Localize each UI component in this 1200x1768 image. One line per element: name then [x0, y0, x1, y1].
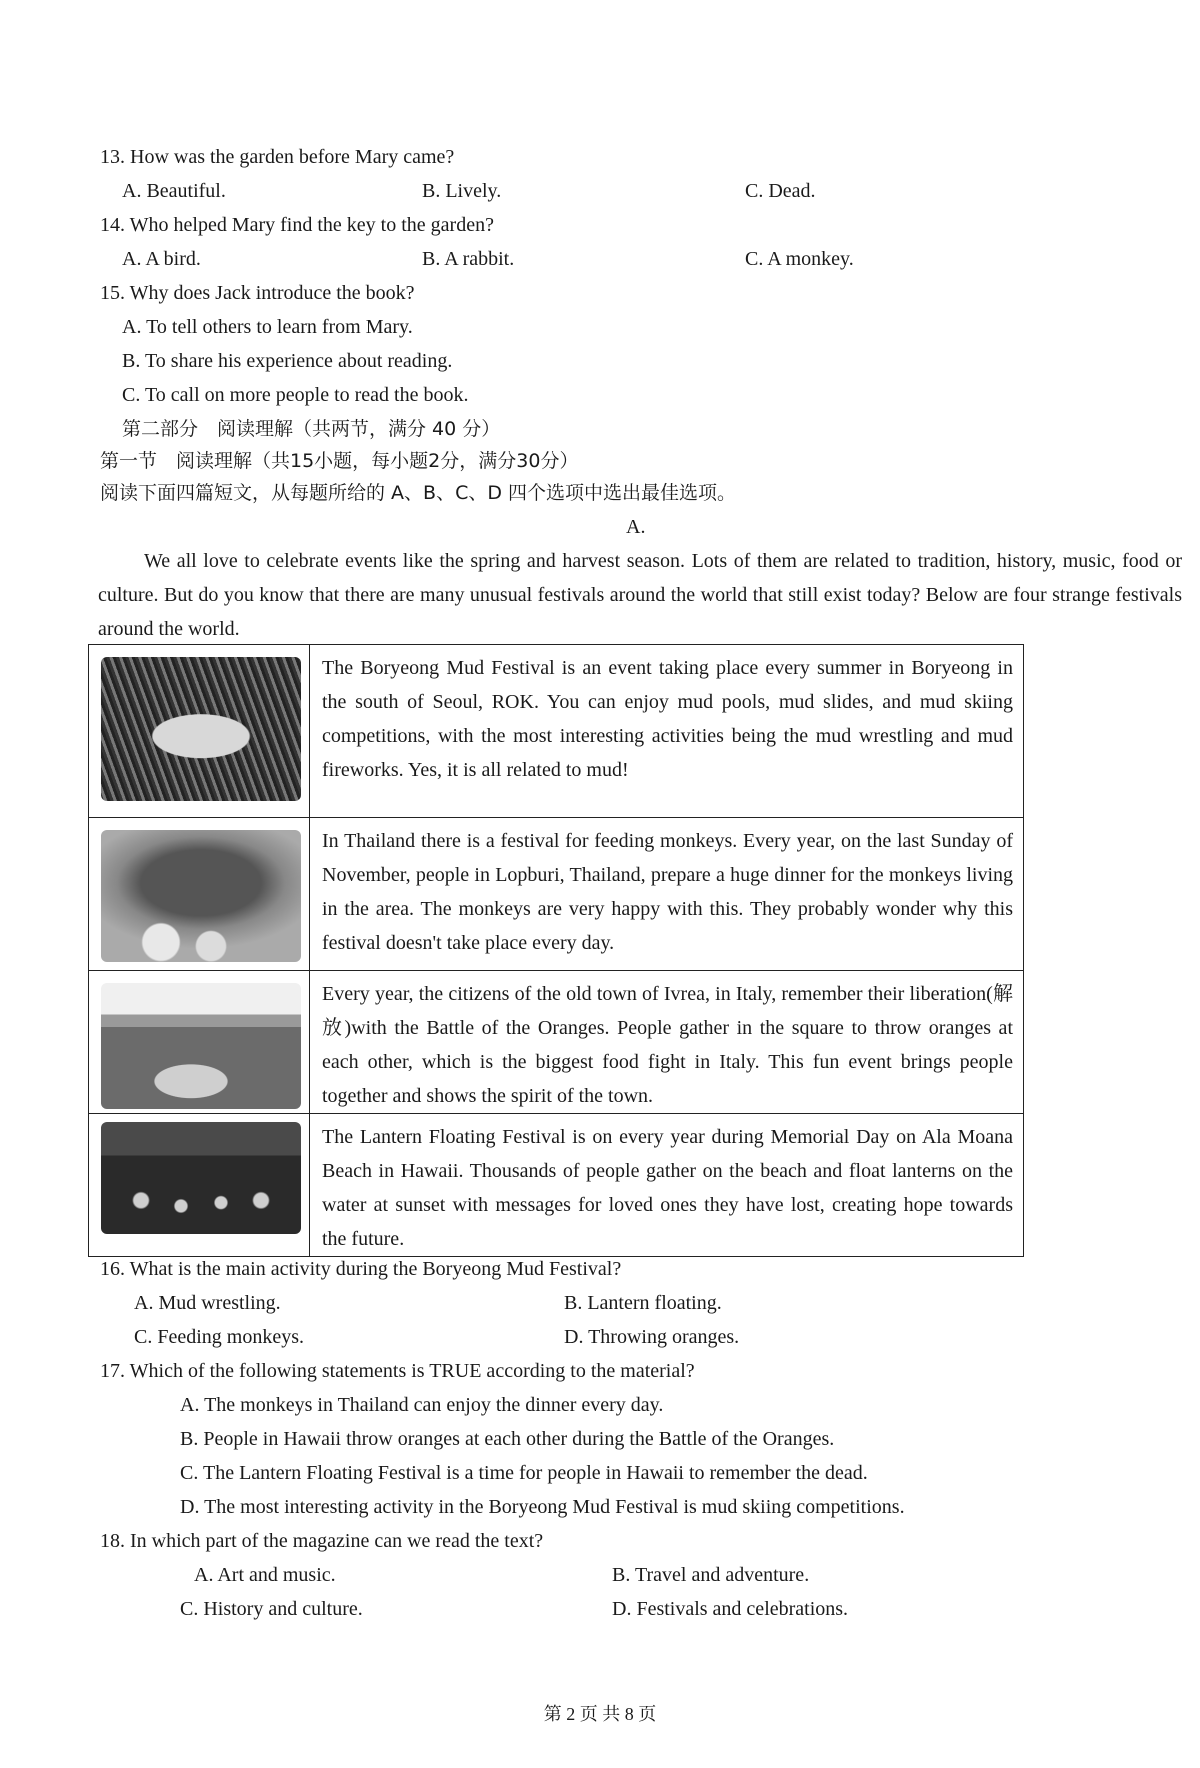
question-17-option-c: C. The Lantern Floating Festival is a time for people in Hawaii to remember the dead.: [180, 1462, 868, 1484]
question-16-option-d: D. Throwing oranges.: [564, 1326, 740, 1348]
festival-description: The Boryeong Mud Festival is an event taking place every summer in Boryeong in the south of Seoul, ROK. You can enjoy mud pools, mud slides, and mud skiing competitions, with the most interesting activities being the mud wrestling and mud fireworks. Yes, it is all related to mud!: [310, 645, 1024, 818]
question-16-option-c: C. Feeding monkeys.: [134, 1326, 304, 1348]
question-14-option-b: B. A rabbit.: [422, 248, 515, 270]
festival-table: [88, 644, 1024, 1257]
question-15-option-b: B. To share his experience about reading.: [122, 350, 453, 372]
passage-label: A.: [626, 516, 646, 538]
section-subtitle: 第一节 阅读理解（共15小题，每小题2分，满分30分）: [100, 450, 579, 472]
festival-row: [89, 1114, 1024, 1257]
question-17-option-d: D. The most interesting activity in the Boryeong Mud Festival is mud skiing competitions.: [180, 1496, 905, 1518]
question-18-option-d: D. Festivals and celebrations.: [612, 1598, 849, 1620]
question-16-option-b: B. Lantern floating.: [564, 1292, 722, 1314]
question-13-stem: 13. How was the garden before Mary came?: [100, 146, 455, 168]
section-instruction: 阅读下面四篇短文，从每题所给的 A、B、C、D 四个选项中选出最佳选项。: [100, 482, 737, 504]
mud-festival-photo: [101, 657, 301, 801]
question-18-stem: 18. In which part of the magazine can we read the text?: [100, 1530, 544, 1552]
lantern-festival-photo: [101, 1122, 301, 1234]
festival-photo-cell: [89, 971, 310, 1114]
question-13-option-a: A. Beautiful.: [122, 180, 226, 202]
festival-row: [89, 818, 1024, 971]
question-16-option-a: A. Mud wrestling.: [134, 1292, 281, 1314]
festival-description: The Lantern Floating Festival is on every year during Memorial Day on Ala Moana Beach in Hawaii. Thousands of people gather on the beach and float lanterns on the water at sunset with messages for loved ones they have lost, creating hope towards the future.: [310, 1114, 1024, 1257]
question-15-stem: 15. Why does Jack introduce the book?: [100, 282, 415, 304]
festival-row: [89, 645, 1024, 818]
question-13-option-c: C. Dead.: [745, 180, 816, 202]
question-17-option-b: B. People in Hawaii throw oranges at each other during the Battle of the Oranges.: [180, 1428, 835, 1450]
question-15-option-c: C. To call on more people to read the book.: [122, 384, 469, 406]
question-18-option-c: C. History and culture.: [180, 1598, 363, 1620]
question-16-stem: 16. What is the main activity during the Boryeong Mud Festival?: [100, 1258, 622, 1280]
question-14-option-c: C. A monkey.: [745, 248, 854, 270]
question-13-option-b: B. Lively.: [422, 180, 502, 202]
festival-description: In Thailand there is a festival for feeding monkeys. Every year, on the last Sunday of November, people in Lopburi, Thailand, prepare a huge dinner for the monkeys living in the area. The monkeys are very happy with this. They probably wonder why this festival doesn't take place every day.: [310, 818, 1024, 971]
question-17-stem: 17. Which of the following statements is TRUE according to the material?: [100, 1360, 695, 1382]
festival-photo-cell: [89, 818, 310, 971]
festival-photo-cell: [89, 1114, 310, 1257]
monkey-festival-photo: [101, 830, 301, 962]
passage-intro: [98, 544, 1182, 646]
question-17-option-a: A. The monkeys in Thailand can enjoy the dinner every day.: [180, 1394, 664, 1416]
question-14-stem: 14. Who helped Mary find the key to the garden?: [100, 214, 494, 236]
question-15-option-a: A. To tell others to learn from Mary.: [122, 316, 413, 338]
part-title: 第二部分 阅读理解（共两节，满分 40 分）: [122, 418, 501, 440]
festival-row: [89, 971, 1024, 1114]
question-18-option-b: B. Travel and adventure.: [612, 1564, 810, 1586]
page-footer: 第 2 页 共 8 页: [543, 1704, 657, 1724]
festival-photo-cell: [89, 645, 310, 818]
passage-intro-text: We all love to celebrate events like the spring and harvest season. Lots of them are related to tradition, history, music, food or culture. But do you know that there are many unusual festivals around the world that still exist today? Below are four strange festivals around the world.: [98, 550, 1182, 640]
festival-description: Every year, the citizens of the old town of Ivrea, in Italy, remember their liberation(解放)with the Battle of the Oranges. People gather in the square to throw oranges at each other, which is the biggest food fight in Italy. This fun event brings people together and shows the spirit of the town.: [310, 971, 1024, 1114]
oranges-festival-photo: [101, 983, 301, 1109]
question-14-option-a: A. A bird.: [122, 248, 201, 270]
question-18-option-a: A. Art and music.: [194, 1564, 336, 1586]
